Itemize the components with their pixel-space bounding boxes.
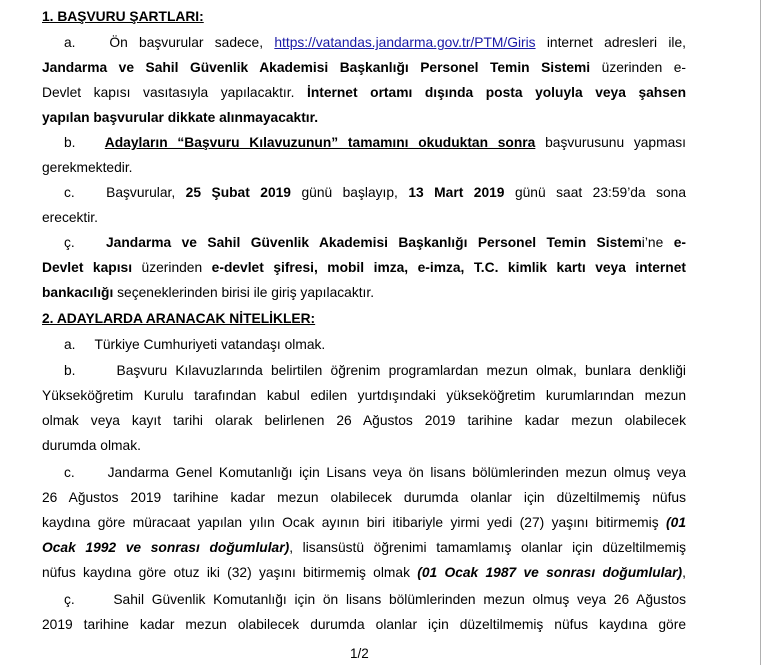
s2c-line3 xyxy=(42,514,686,532)
s2b-line1 xyxy=(42,362,686,380)
s2b-line4: durumda olmak. xyxy=(42,438,141,453)
text: Başvuru Kılavuzlarında belirtilen öğrenim programlardan mezun olmak, bunlara denkliği xyxy=(116,363,686,378)
section1-heading: 1. BAŞVURU ŞARTLARI: xyxy=(42,9,204,24)
s2c-line1 xyxy=(42,464,686,482)
text: Sahil Güvenlik Komutanlığı için ön lisans bölümlerinden mezun olmuş veya 26 Ağustos xyxy=(113,592,686,607)
bold-text: Devlet kapısı xyxy=(42,260,133,275)
list-letter: ç. xyxy=(64,235,75,250)
text: başvurusunu yapması xyxy=(545,135,687,150)
bold-date: 25 Şubat 2019 xyxy=(185,185,291,200)
page-number: 1/2 xyxy=(350,646,369,661)
s1b-line2 xyxy=(42,159,686,177)
s2b-line2: Yükseköğretim Kurulu tarafından kabul edilen yurtdışındaki yükseköğretim kurumlarından mezun xyxy=(42,388,686,403)
bold-underlined-text: Adayların “Başvuru Kılavuzunun” tamamını okuduktan sonra xyxy=(104,135,536,150)
text: Başvurular, xyxy=(106,185,176,200)
s1cc-line3 xyxy=(42,284,686,302)
section2-heading: 2. ADAYLARDA ARANACAK NİTELİKLER: xyxy=(42,311,316,326)
text: Türkiye Cumhuriyeti vatandaşı olmak. xyxy=(94,337,326,352)
s2c-line4 xyxy=(42,539,686,557)
text: üzerinden xyxy=(141,260,203,275)
list-letter: b. xyxy=(64,363,76,378)
text: erecektir. xyxy=(42,210,98,225)
text: Ön başvurular sadece, xyxy=(109,35,264,50)
text: günü saat 23:59’da sona xyxy=(514,185,686,200)
bold-text: yapılan başvurular dikkate alınmayacaktır. xyxy=(42,110,319,125)
text: , lisansüstü öğrenimi tamamlamış olanlar için düzeltilmemiş xyxy=(289,540,686,555)
s2b-line3: olmak veya kayıt tarihi olarak belirlenen 26 Ağustos 2019 tarihine kadar mezun olabilecek xyxy=(42,413,686,428)
text: , xyxy=(682,565,686,580)
s1a-line3 xyxy=(42,84,686,102)
s1b-line1 xyxy=(42,134,686,152)
application-link[interactable]: https://vatandas.jandarma.gov.tr/PTM/Giris xyxy=(274,35,536,50)
s2c-line2: 26 Ağustos 2019 tarihine kadar mezun olabilecek durumda olanlar için düzeltilmemiş nüfus xyxy=(42,490,686,505)
bold-italic-text: (01 xyxy=(666,515,686,530)
bold-text: bankacılığı xyxy=(42,285,114,300)
s2c-line5 xyxy=(42,564,686,582)
s1a-line1 xyxy=(42,34,686,52)
text: Jandarma Genel Komutanlığı için Lisans veya ön lisans bölümlerinden mezun olmuş veya xyxy=(107,465,686,480)
text: Devlet kapısı vasıtasıyla yapılacaktır. xyxy=(42,85,295,100)
s1cc-line1 xyxy=(42,234,686,252)
text: üzerinden e- xyxy=(601,60,687,75)
page-margin xyxy=(761,0,768,665)
bold-date: 13 Mart 2019 xyxy=(408,185,505,200)
list-letter: ç. xyxy=(64,592,75,607)
bold-text: Jandarma ve Sahil Güvenlik Akademisi Başkanlığı Personel Temin Sistem xyxy=(106,235,642,250)
s1c-line2 xyxy=(42,209,686,227)
list-letter: a. xyxy=(64,35,76,50)
list-letter: c. xyxy=(64,185,75,200)
bold-text: Jandarma ve Sahil Güvenlik Akademisi Başkanlığı Personel Temin Sistemi xyxy=(42,60,591,75)
s2cc-line1 xyxy=(42,591,686,609)
text: nüfus kaydına göre otuz iki (32) yaşını bitirmemiş olmak xyxy=(42,565,410,580)
bold-text: e- xyxy=(673,235,686,250)
s1a-line4 xyxy=(42,109,686,127)
text: i’ne xyxy=(641,235,664,250)
bold-italic-text: Ocak 1992 ve sonrası doğumlular) xyxy=(42,540,290,555)
text: seçeneklerinden birisi ile giriş yapılacaktır. xyxy=(117,285,375,300)
s1a-line2 xyxy=(42,59,686,77)
text: günü başlayıp, xyxy=(301,185,398,200)
bold-text: e-devlet şifresi, mobil imza, e-imza, T.C. kimlik kartı veya internet xyxy=(211,260,686,275)
text: gerekmektedir. xyxy=(42,160,133,175)
text: kaydına göre müracaat yapılan yılın Ocak ayının biri itibariyle yirmi yedi (27) yaşını bitirmemiş xyxy=(42,515,659,530)
s1cc-line2 xyxy=(42,259,686,277)
bold-italic-text: (01 Ocak 1987 ve sonrası doğumlular) xyxy=(417,565,683,580)
text: internet adresleri ile, xyxy=(546,35,686,50)
list-letter: c. xyxy=(64,465,75,480)
list-letter: b. xyxy=(64,135,76,150)
s1c-line1 xyxy=(42,184,686,202)
s2a-line1 xyxy=(42,336,686,354)
list-letter: a. xyxy=(64,337,76,352)
s2cc-line2: 2019 tarihine kadar mezun olabilecek durumda olanlar için düzeltilmemiş nüfus kaydına göre xyxy=(42,617,686,632)
bold-text: İnternet ortamı dışında posta yoluyla veya şahsen xyxy=(306,85,686,100)
